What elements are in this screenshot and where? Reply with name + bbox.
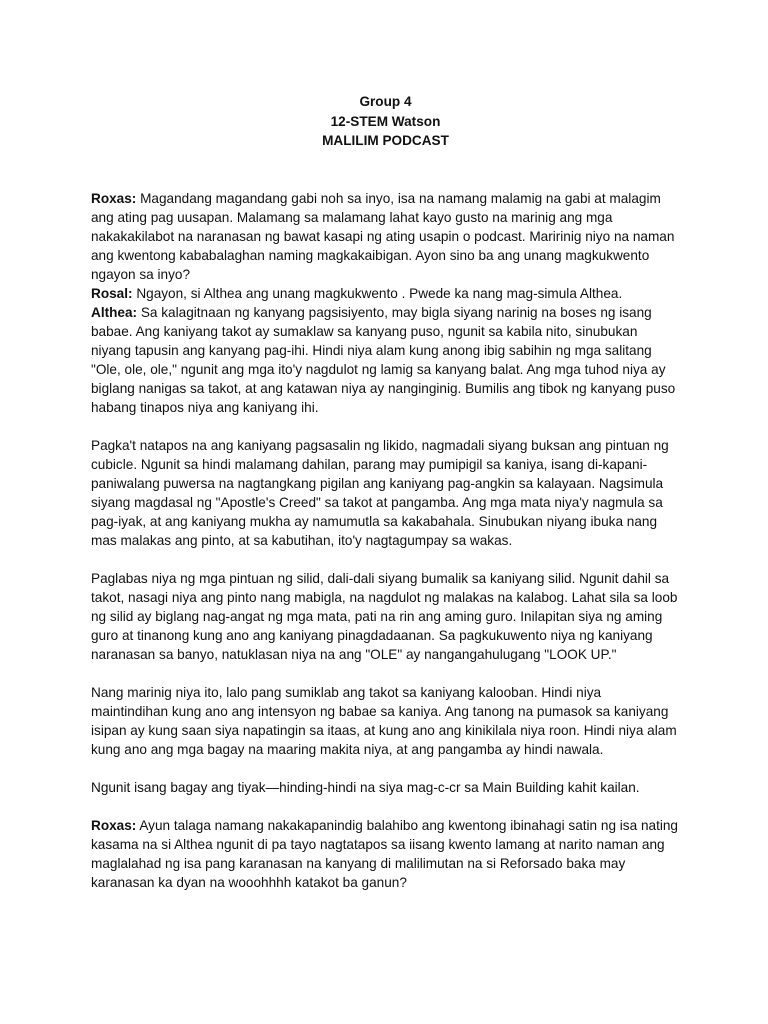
dialogue-althea	[91, 303, 680, 417]
document-header	[91, 92, 680, 151]
group-title: Group 4	[359, 94, 412, 109]
story-paragraph: Paglabas niya ng mga pintuan ng silid, dali-dali siyang bumalik sa kaniyang silid. Ngunit dahil sa takot, nasagi niya ang pinto nang mabigla, na nagdulot ng malakas na kalabog. Lahat sila sa loob ng silid ay biglang nag-angat ng mga mata, pati na rin ang aming guro. Inilapitan siya ng aming guro at tinanong kung ano ang kaniyang pinagdadaanan. Sa pagkukuwento niya ng kaniyang naranasan sa banyo, natuklasan niya na ang "OLE" ay nangangahulugang "LOOK UP."	[91, 570, 678, 662]
speaker-label: Roxas:	[91, 190, 137, 206]
story-paragraph: Pagka't natapos na ang kaniyang pagsasalin ng likido, nagmadali siyang buksan ang pintuan ng cubicle. Ngunit sa hindi malamang dahilan, parang may pumipigil sa kaniya, isang di-kapani-paniwalang puwersa na nagtangkang pigilan ang kaniyang pag-angkin sa kalayaan. Nagsimula siyang magdasal ng "Apostle's Creed" sa takot at pangamba. Ang mga mata niya'y nagmula sa pag-iyak, at ang kaniyang mukha ay namumutla sa kakabahala. Sinubukan niyang ibuka nang mas malakas ang pinto, at sa kabutihan, ito'y nagtagumpay sa wakas.	[91, 437, 669, 548]
dialogue-text: Sa kalagitnaan ng kanyang pagsisiyento, may bigla siyang narinig na boses ng isang babae. Ang kaniyang takot ay sumaklaw sa kanyang puso, ngunit sa kabila nito, sinubukan niyang tapusin ang kanyang pag-ihi. Hindi niya alam kung anong ibig sabihin ng mga salitang "Ole, ole, ole," ngunit ang mga ito'y nagdulot ng lamig sa kanyang balat. Ang mga tuhod niya ay biglang nanigas sa takot, at ang katawan niya ay nanginginig. Bumilis ang tibok ng kanyang puso habang tinapos niya ang kaniyang ihi.	[91, 304, 676, 415]
document-body	[91, 189, 680, 892]
podcast-title: MALILIM PODCAST	[322, 133, 449, 148]
speaker-label: Roxas:	[91, 817, 137, 833]
dialogue-roxas-outro	[91, 816, 680, 892]
dialogue-text: Ngayon, si Althea ang unang magkukwento . Pwede ka nang mag-simula Althea.	[132, 285, 623, 301]
dialogue-roxas-intro	[91, 189, 680, 284]
dialogue-text: Magandang magandang gabi noh sa inyo, isa na namang malamig na gabi at malagim ang ating pag uusapan. Malamang sa malamang lahat kayo gusto na marinig ang mga nakakakilabot na naranasan ng bawat kasapi ng ating usapin o podcast. Maririnig niyo na naman ang kwentong kababalaghan naming magkakaibigan. Ayon sino ba ang unang magkukwento ngayon sa inyo?	[91, 190, 675, 282]
story-paragraph: Ngunit isang bagay ang tiyak—hinding-hindi na siya mag-c-cr sa Main Building kahit kailan.	[91, 779, 640, 795]
story-paragraph: Nang marinig niya ito, lalo pang sumiklab ang takot sa kaniyang kalooban. Hindi niya maintindihan kung ano ang intensyon ng babae sa kaniya. Ang tanong na pumasok sa kaniyang isipan ay kung saan siya napatingin sa itaas, at kung ano ang kinikilala niya roon. Hindi niya alam kung ano ang mga bagay na maaring makita niya, at ang pangamba ay hindi nawala.	[91, 684, 677, 757]
speaker-label: Althea:	[91, 304, 138, 320]
dialogue-text: Ayun talaga namang nakakapanindig balahibo ang kwentong ibinahagi satin ng isa nating kasama na si Althea ngunit di pa tayo nagtatapos sa iisang kwento lamang at narito naman ang maglalahad ng isa pang karanasan na kanyang di malilimutan na si Reforsado baka may karanasan ka dyan na wooohhhh katakot ba ganun?	[91, 817, 678, 890]
speaker-label: Rosal:	[91, 285, 133, 301]
dialogue-rosal	[91, 284, 680, 303]
section-title: 12-STEM Watson	[330, 113, 441, 129]
